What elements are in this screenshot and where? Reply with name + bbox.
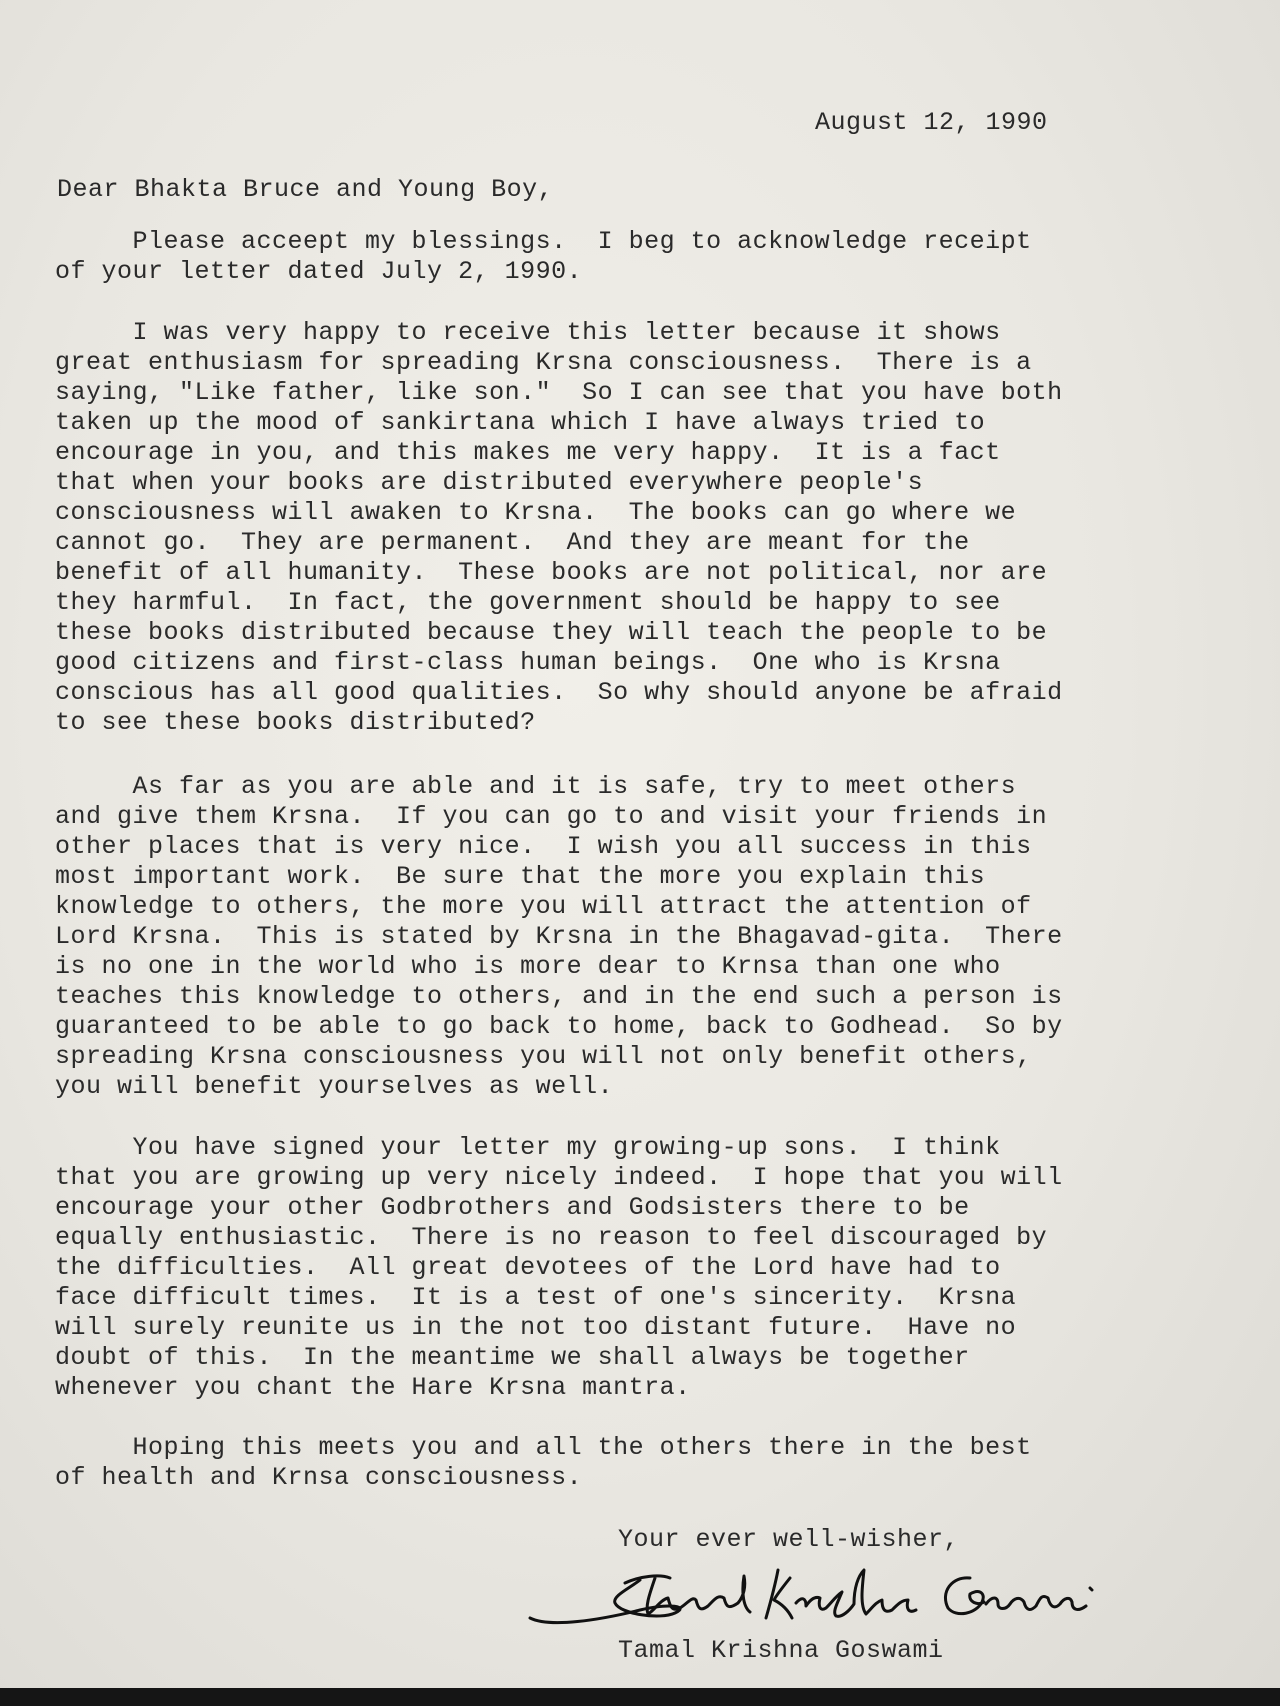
- handwritten-signature: [520, 1548, 1120, 1638]
- signer-name: Tamal Krishna Goswami: [618, 1636, 944, 1665]
- paragraph-4: You have signed your letter my growing-up sons. I think that you are growing up very nicely indeed. I hope that you will encourage your other Godbrothers and Godsisters there to be equally enthusiastic. There is no reason to feel discouraged by the difficulties. All great devotees of the Lord have had to face difficult times. It is a test of one's sincerity. Krsna will surely reunite us in the not too distant future. Have no doubt of this. In the meantime we shall always be together whenever you chant the Hare Krsna mantra.: [55, 1133, 1063, 1402]
- photo-bottom-edge: [0, 1688, 1280, 1706]
- paragraph-1: Please acceept my blessings. I beg to acknowledge receipt of your letter dated July 2, 1990.: [55, 227, 1032, 286]
- paragraph-2: I was very happy to receive this letter because it shows great enthusiasm for spreading Krsna consciousness. There is a saying, "Like father, like son." So I can see that you have both taken up the mood of sankirtana which I have always tried to encourage in you, and this makes me very happy. It is a fact that when your books are distributed everywhere people's consciousness will awaken to Krsna. The books can go where we cannot go. They are permanent. And they are meant for the benefit of all humanity. These books are not political, nor are they harmful. In fact, the government should be happy to see these books distributed because they will teach the people to be good citizens and first-class human beings. One who is Krsna conscious has all good qualities. So why should anyone be afraid to see these books distributed?: [55, 318, 1063, 737]
- salutation: Dear Bhakta Bruce and Young Boy,: [57, 175, 554, 204]
- letter-date: August 12, 1990: [815, 108, 1048, 137]
- paragraph-3: As far as you are able and it is safe, try to meet others and give them Krsna. If you can go to and visit your friends in other places that is very nice. I wish you all success in this most important work. Be sure that the more you explain this knowledge to others, the more you will attract the attention of Lord Krsna. This is stated by Krsna in the Bhagavad-gita. There is no one in the world who is more dear to Krnsa than one who teaches this knowledge to others, and in the end such a person is guaranteed to be able to go back to home, back to Godhead. So by spreading Krsna consciousness you will not only benefit others, you will benefit yourselves as well.: [55, 772, 1063, 1101]
- closing: Your ever well-wisher,: [618, 1525, 960, 1554]
- paragraph-5: Hoping this meets you and all the others there in the best of health and Krnsa consciousness.: [55, 1433, 1032, 1492]
